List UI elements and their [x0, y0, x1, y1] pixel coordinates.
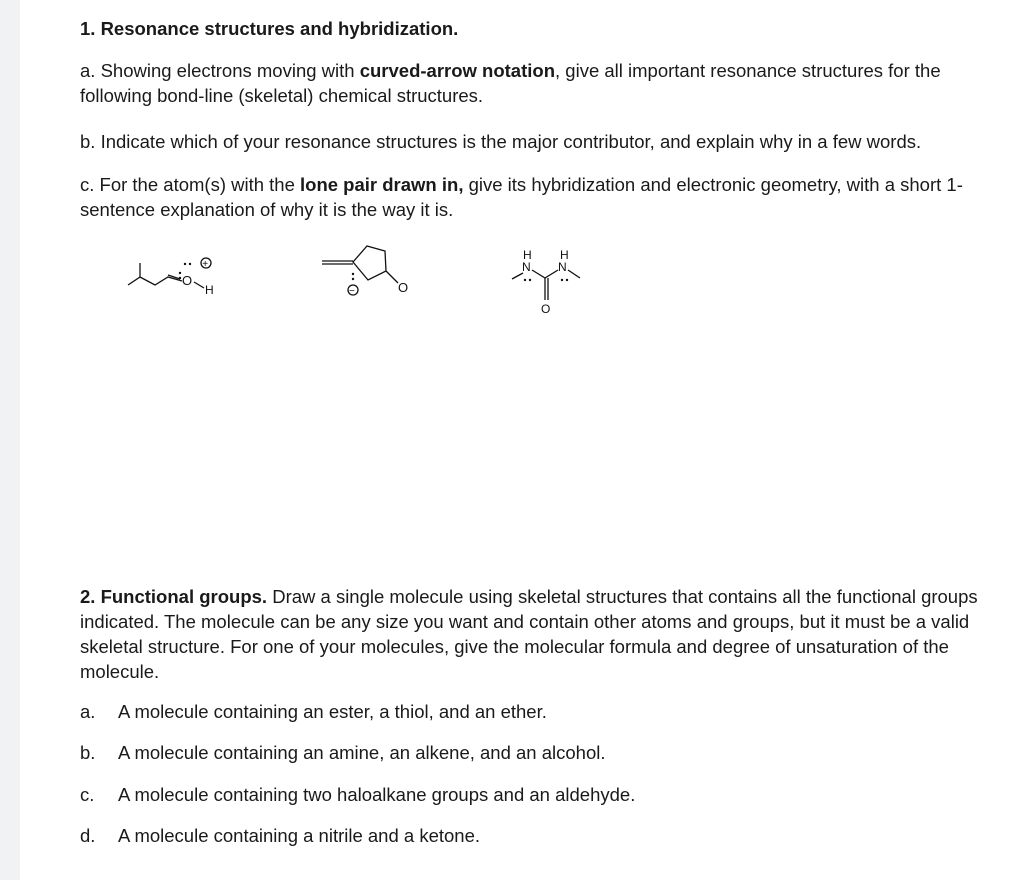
list-text: A molecule containing a nitrile and a ketone.	[118, 825, 481, 846]
q1-part-c	[80, 172, 1000, 222]
structure-3-oxygen: O	[541, 302, 551, 316]
list-letter: a.	[80, 701, 96, 722]
structure-1-hydrogen: H	[205, 283, 214, 297]
list-text: A molecule containing an ester, a thiol, and an ether.	[118, 701, 547, 722]
list-letter: d.	[80, 825, 96, 846]
document-content	[80, 16, 1000, 846]
structure-2-oxygen: O	[398, 280, 409, 295]
structure-3-nitrogen-1: N	[522, 260, 531, 274]
structure-1	[128, 258, 214, 297]
structure-3-hydrogen-1: H	[523, 248, 532, 262]
q1c-bold: lone pair drawn in,	[300, 174, 464, 195]
q1c-suffix: give its hybridization and electronic geometry, with a short 1-sentence explanation of why it is the way it is.	[80, 174, 963, 220]
q2-paragraph	[80, 584, 1000, 684]
list-letter: c.	[80, 784, 95, 805]
structure-3-nitrogen-2: N	[558, 260, 567, 274]
list-item	[80, 823, 480, 848]
q2-text: Draw a single molecule using skeletal structures that contains all the functional groups indicated. The molecule can be any size you want and contain other atoms and groups, but it must be a valid skeletal structure. For one of your molecules, give the molecular formula and degree of unsaturation of the molecule.	[80, 586, 978, 682]
q1-title: 1. Resonance structures and hybridization.	[80, 18, 459, 39]
q1a-prefix: a. Showing electrons moving with	[80, 60, 360, 81]
structure-1-oxygen: O	[182, 273, 193, 288]
q1a-suffix: , give all important resonance structures for the following bond-line (skeletal) chemical structures.	[80, 60, 941, 106]
list-item	[80, 740, 606, 765]
q1-part-b: b. Indicate which of your resonance structures is the major contributor, and explain why in a few words.	[80, 131, 922, 152]
list-item	[80, 699, 547, 724]
structure-2-charge: −	[349, 286, 355, 297]
q2-title: 2. Functional groups.	[80, 586, 268, 607]
document-page	[20, 0, 1024, 880]
q1-part-a	[80, 58, 1000, 108]
q1a-bold: curved-arrow notation	[359, 60, 556, 81]
list-letter: b.	[80, 742, 96, 763]
structure-1-charge: +	[202, 259, 209, 270]
structure-3	[512, 248, 580, 316]
list-text: A molecule containing an amine, an alkene, and an alcohol.	[118, 742, 606, 763]
structure-2	[322, 246, 408, 297]
structure-3-hydrogen-2: H	[560, 248, 569, 262]
list-text: A molecule containing two haloalkane groups and an aldehyde.	[118, 784, 636, 805]
list-item	[80, 782, 635, 807]
q1c-prefix: c. For the atom(s) with the	[80, 174, 301, 195]
